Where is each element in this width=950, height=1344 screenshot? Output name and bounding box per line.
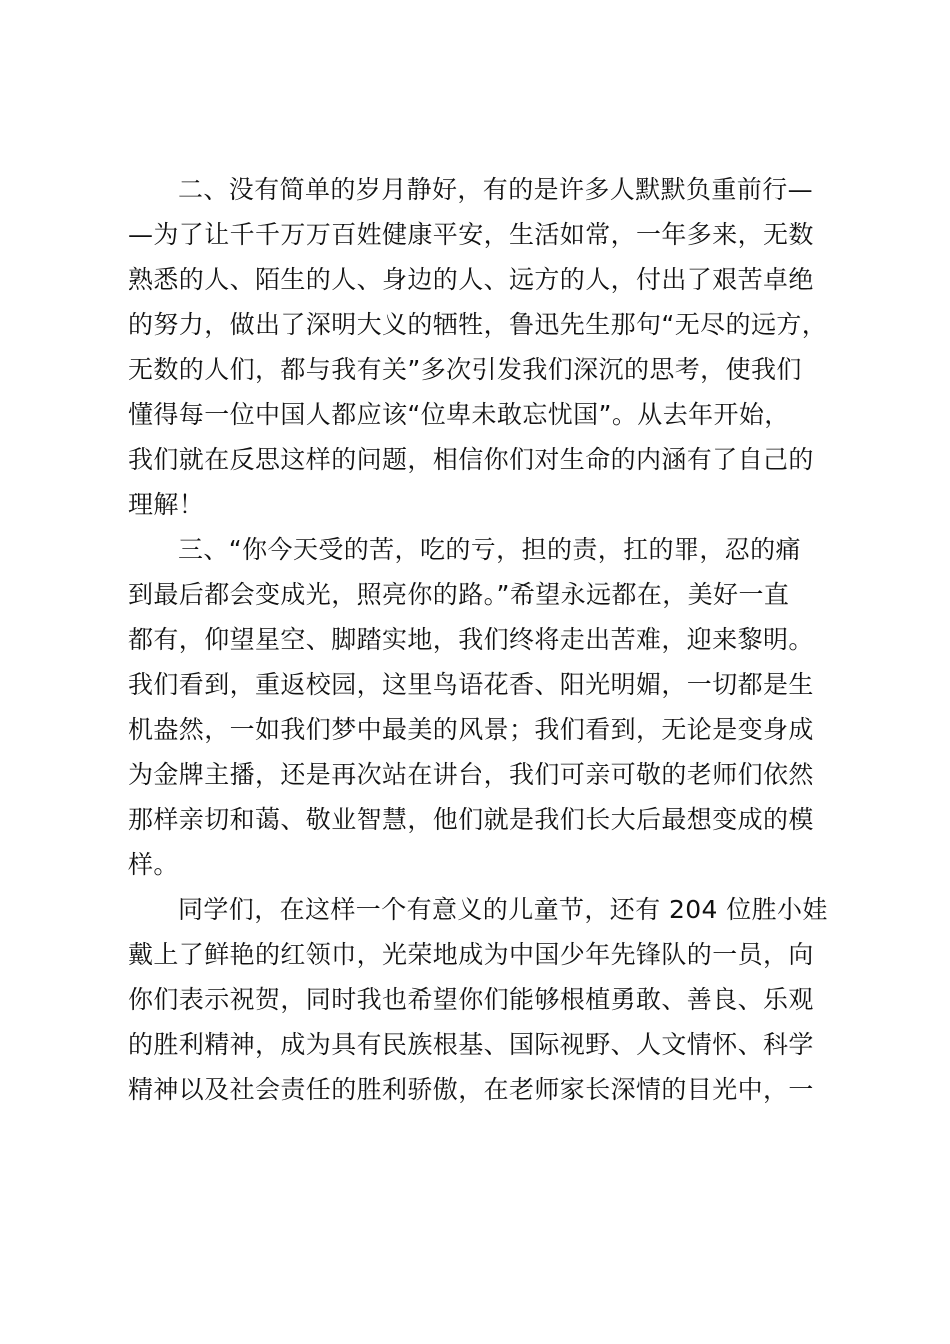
paragraph-3-line-2: 到最后都会变成光，照亮你的路。”希望永远都在，美好一直 (128, 580, 790, 609)
paragraph-2-line-8: 理解！ (128, 490, 205, 519)
paragraph-4-line-5: 精神以及社会责任的胜利骄傲，在老师家长深情的目光中，一 (128, 1075, 814, 1104)
paragraph-3-line-7: 那样亲切和蔼、敬业智慧，他们就是我们长大后最想变成的模 (128, 805, 814, 834)
paragraph-3-line-8: 样。 (128, 850, 179, 879)
paragraph-2-line-2: —为了让千千万万百姓健康平安，生活如常，一年多来，无数 (128, 220, 814, 249)
paragraph-2-line-7: 我们就在反思这样的问题，相信你们对生命的内涵有了自己的 (128, 445, 814, 474)
paragraph-2-line-4: 的努力，做出了深明大义的牺牲，鲁迅先生那句“无尽的远方， (128, 310, 828, 339)
paragraph-2-line-3: 熟悉的人、陌生的人、身边的人、远方的人，付出了艰苦卓绝 (128, 265, 814, 294)
paragraph-3-line-5: 机盎然，一如我们梦中最美的风景；我们看到，无论是变身成 (128, 715, 814, 744)
paragraph-4-line-4: 的胜利精神，成为具有民族根基、国际视野、人文情怀、科学 (128, 1030, 814, 1059)
paragraph-3-line-6: 为金牌主播，还是再次站在讲台，我们可亲可敬的老师们依然 (128, 760, 814, 789)
paragraph-2-line-5: 无数的人们，都与我有关”多次引发我们深沉的思考，使我们 (128, 355, 802, 384)
paragraph-4-line-3: 你们表示祝贺，同时我也希望你们能够根植勇敢、善良、乐观 (128, 985, 814, 1014)
paragraph-2-line-1: 二、没有简单的岁月静好，有的是许多人默默负重前行— (178, 175, 814, 204)
paragraph-3-line-1: 三、“你今天受的苦，吃的亏，担的责，扛的罪，忍的痛 (178, 535, 801, 564)
paragraph-3-line-3: 都有，仰望星空、脚踏实地，我们终将走出苦难，迎来黎明。 (128, 625, 814, 654)
paragraph-4-line-1: 同学们，在这样一个有意义的儿童节，还有 204 位胜小娃 (178, 895, 828, 924)
paragraph-4-line-2: 戴上了鲜艳的红领巾，光荣地成为中国少年先锋队的一员，向 (128, 940, 814, 969)
paragraph-2-line-6: 懂得每一位中国人都应该“位卑未敢忘忧国”。从去年开始， (128, 400, 790, 429)
paragraph-3-line-4: 我们看到，重返校园，这里鸟语花香、阳光明媚，一切都是生 (128, 670, 814, 699)
